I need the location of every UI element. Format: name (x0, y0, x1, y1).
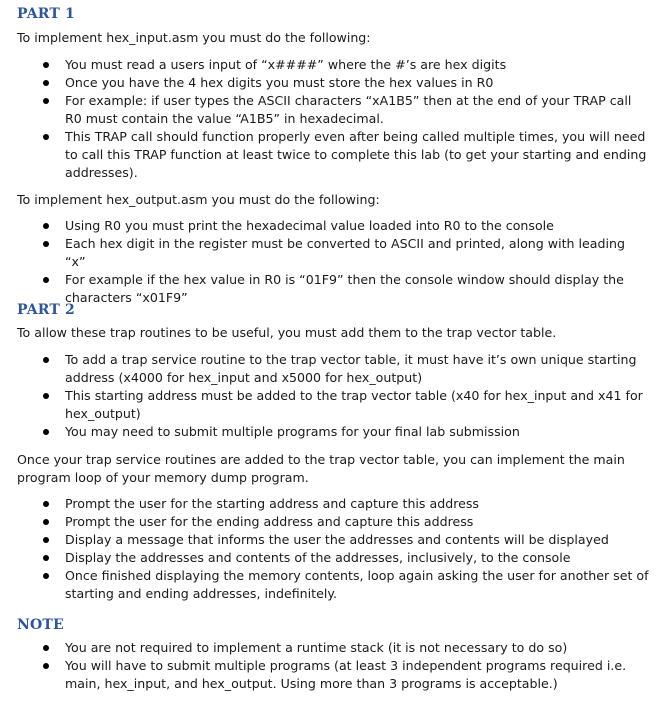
note-list (0, 639, 671, 693)
bullet-icon (43, 573, 49, 579)
bullet-icon (43, 357, 49, 363)
bullet-icon (43, 134, 49, 140)
list-item: Display a message that informs the user the addresses and contents will be displayed (0, 531, 671, 549)
hex-input-list (0, 56, 671, 182)
list-item: Using R0 you must print the hexadecimal value loaded into R0 to the console (0, 217, 671, 235)
list-item: You must read a users input of “x####” where the #’s are hex digits (0, 56, 671, 74)
list-item: This TRAP call should function properly even after being called multiple times, you will need to call this TRAP function at least twice to complete this lab (to get your starting and ending addresses). (0, 128, 671, 182)
bullet-icon (43, 62, 49, 68)
hex-output-list (0, 217, 671, 307)
main-program-list (0, 495, 671, 603)
list-item: Prompt the user for the starting address and capture this address (0, 495, 671, 513)
note-heading: NOTE (17, 617, 64, 633)
list-item: Once you have the 4 hex digits you must store the hex values in R0 (0, 74, 671, 92)
bullet-icon (43, 663, 49, 669)
part1-heading: PART 1 (17, 6, 75, 22)
bullet-icon (43, 519, 49, 525)
list-item: Display the addresses and contents of the addresses, inclusively, to the console (0, 549, 671, 567)
hex-output-intro: To implement hex_output.asm you must do the following: (17, 192, 380, 207)
part2-intro: To allow these trap routines to be useful, you must add them to the trap vector table. (17, 325, 557, 340)
bullet-icon (43, 98, 49, 104)
list-item: You may need to submit multiple programs for your final lab submission (0, 423, 671, 441)
part2-heading: PART 2 (17, 302, 75, 318)
list-item: For example if the hex value in R0 is “01F9” then the console window should display the characters “x01F9” (0, 271, 671, 307)
list-item: To add a trap service routine to the trap vector table, it must have it’s own unique starting address (x4000 for hex_input and x5000 for hex_output) (0, 351, 671, 387)
main-program-intro: Once your trap service routines are added to the trap vector table, you can implement the main program loop of your memory dump program. (17, 452, 625, 485)
list-item: Each hex digit in the register must be converted to ASCII and printed, along with leading “x” (0, 235, 671, 271)
list-item: You are not required to implement a runtime stack (it is not necessary to do so) (0, 639, 671, 657)
bullet-icon (43, 555, 49, 561)
hex-input-intro: To implement hex_input.asm you must do the following: (17, 30, 371, 45)
bullet-icon (43, 241, 49, 247)
list-item: Prompt the user for the ending address and capture this address (0, 513, 671, 531)
bullet-icon (43, 645, 49, 651)
bullet-icon (43, 501, 49, 507)
list-item: This starting address must be added to the trap vector table (x40 for hex_input and x41 for hex_output) (0, 387, 671, 423)
bullet-icon (43, 223, 49, 229)
bullet-icon (43, 537, 49, 543)
list-item: Once finished displaying the memory contents, loop again asking the user for another set of starting and ending addresses, indefinitely. (0, 567, 671, 603)
trap-vector-list (0, 351, 671, 441)
bullet-icon (43, 393, 49, 399)
bullet-icon (43, 277, 49, 283)
bullet-icon (43, 80, 49, 86)
list-item: For example: if user types the ASCII characters “xA1B5” then at the end of your TRAP call R0 must contain the value “A1B5” in hexadecimal. (0, 92, 671, 128)
list-item: You will have to submit multiple programs (at least 3 independent programs required i.e. main, hex_input, and hex_output. Using more than 3 programs is acceptable.) (0, 657, 671, 693)
bullet-icon (43, 429, 49, 435)
